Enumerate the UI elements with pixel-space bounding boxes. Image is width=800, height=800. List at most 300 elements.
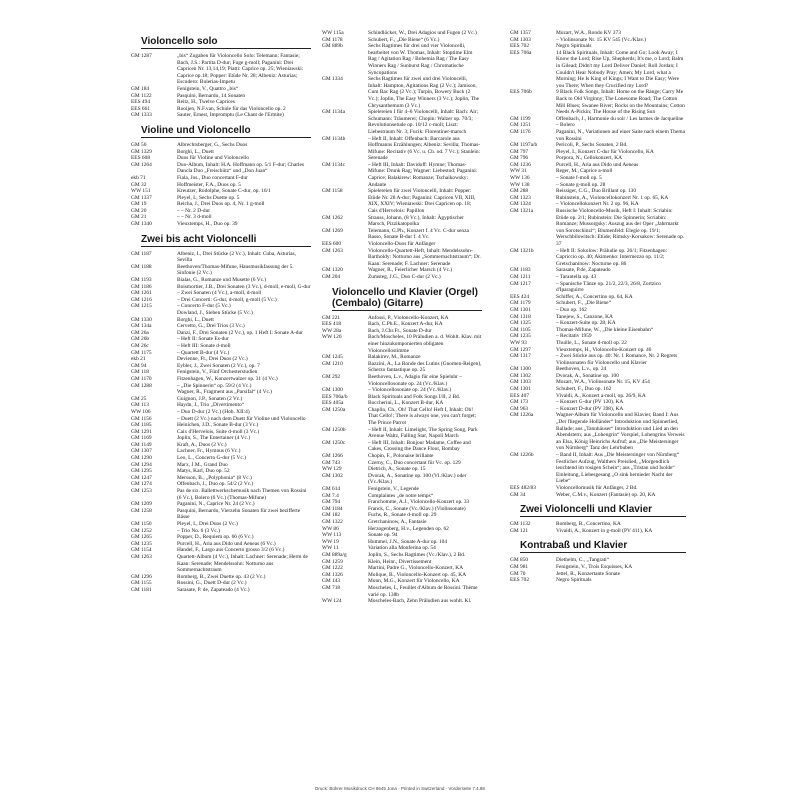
catalog-entry — [131, 323, 311, 330]
catalog-number: GM 1156 — [131, 415, 152, 422]
catalog-entry — [131, 214, 311, 221]
catalog-number: EES 405a — [322, 400, 344, 407]
catalog-number: GM 1318 — [510, 313, 531, 320]
catalog-entry — [131, 554, 311, 574]
entry-description: Thomas-Mifune, W., „Die kleine Eisenbahn“ — [556, 326, 654, 333]
catalog-number: GM 1209 — [131, 501, 152, 508]
entry-description: Schiffer, A., Concertino op. 64, KA — [556, 293, 633, 300]
entry-description: Dvorak, A., Sonatine op. 100 — [556, 372, 619, 379]
entry-description: Violinsonaten für Violoncello und Klavier — [556, 359, 647, 366]
entry-description: Porpora, N., Cellokonzert, KA — [556, 155, 623, 162]
catalog-number: EES 661 — [131, 105, 151, 112]
catalog-entry — [322, 274, 482, 281]
catalog-entry — [322, 400, 482, 407]
catalog-number: EES 407 — [510, 392, 530, 399]
catalog-entry — [322, 565, 482, 572]
catalog-number: GM 1134b — [322, 135, 346, 142]
catalog-number: WW 129 — [322, 466, 342, 473]
catalog-number: GM 1340 — [131, 221, 152, 228]
catalog-entry — [322, 440, 482, 453]
catalog-number: EES 424 — [510, 293, 530, 300]
entry-description: Albrechtsberger, G., Sechs Duos — [177, 141, 248, 148]
catalog-entry — [322, 585, 482, 598]
catalog-entry — [510, 366, 686, 373]
catalog-number: GM 1303 — [510, 36, 531, 43]
entry-description: Paganini, N., Variationen auf einer Saite nach einem Thema von Rossini — [556, 128, 685, 142]
entry-description: Offenbach, J., Harmonie du soir / Les larmes de Jacqueline — [556, 115, 684, 122]
entry-description: – Tarantella op. 43 — [556, 273, 597, 280]
catalog-number: GM 1210 — [322, 360, 343, 367]
entry-description: Monn, M.G., Konzert für Violoncello, KA — [368, 578, 460, 585]
catalog-number: GM 1258 — [131, 507, 152, 514]
entry-description: – Violoncellokonzert Nr. 2 op. 96, KA — [556, 201, 639, 208]
entry-description: – Heft II, Inhalt: Limelight, The Spring Song, Park Avenue Waltz, Falling Star, Napoli March — [368, 426, 478, 440]
entry-description: Handel, F., Largo aus Concerto grosso 3/2 (6 Vc.) — [177, 547, 285, 554]
catalog-entry — [510, 30, 686, 37]
catalog-number: GM 1307 — [131, 448, 152, 455]
catalog-number: EES 418 — [322, 321, 342, 328]
entry-description: Rossini, G., Duett D-dur (2 Vc.) — [177, 580, 247, 587]
catalog-number: GM 1183 — [510, 267, 531, 274]
catalog-entry — [131, 221, 311, 228]
catalog-entry — [131, 264, 311, 277]
entry-description: Offenbach, J., Duo op. 54/2 (2 Vc.) — [177, 481, 254, 488]
catalog-number: GM 1184 — [322, 505, 343, 512]
entry-description: Bach, J.Chr.Fr., Sonate D-dur — [368, 327, 432, 334]
entry-description: „bis“ Zugaben für Violoncello Solo: Telemann: Fantasie; Bach, J.S.: Partita D-dur; Fuge g-moll; Paganini: Drei Capricen Nr. 13,14,19; Piatti: Caprice op. 25; Wieniawski: Caprice op.18; Popper: Etüde Nr. 28; Albeniz: Asturias; Escudero: Bulerias-Impetu — [177, 53, 304, 86]
entry-description: Pleyel, I., Drei Duos (2 Vc.) — [177, 521, 238, 527]
catalog-number: GM 21 — [131, 214, 147, 221]
entry-description: – Trio No. 6 (3 Vc.) — [177, 527, 220, 534]
catalog-number: GM 1226a — [510, 412, 534, 419]
entry-description: Dietrich, A., Sonate op. 15 — [368, 466, 426, 473]
entry-description: – Heft II, Inhalt: Offenbach: Barcarole aus Hoffmanns Erzählungen; Albeniz: Sevilla; Thomas-Mifune: Recitativ (6 Vc. u. Cb. od. 7 Vc.); Stanlein: Serenade — [368, 135, 481, 162]
catalog-number: GM 1334 — [322, 76, 343, 83]
catalog-entry — [322, 43, 482, 76]
entry-description: Martini, Padre G., Violoncello-Konzert, KA — [368, 565, 464, 572]
catalog-entry — [322, 188, 482, 214]
entry-description: Pasquini, Bernardo, Vierzehn Sonaten für zwei bezifferte Bässe — [177, 507, 301, 521]
catalog-entry — [510, 528, 686, 535]
entry-description: Complaintes „de notre temps“ — [368, 492, 434, 499]
catalog-entry — [322, 109, 482, 135]
entry-description: Fitzenhagen, W., Konzertwalzer op. 31 (4 Vc.) — [177, 375, 278, 382]
catalog-entry — [322, 248, 482, 268]
catalog-number: GM 1250a — [322, 406, 346, 413]
catalog-number: GM 25 — [131, 395, 147, 402]
catalog-entry — [131, 155, 311, 162]
catalog-entry — [322, 162, 482, 188]
entry-description: – Konzert D-dur (PV 398), KA — [556, 405, 624, 412]
catalog-number: WW 138 — [510, 181, 530, 188]
entry-description: Sechs Ragtimes für zwei und drei Violoncelli, Inhalt: Hampton, Agitations Rag (2 Vc.); Jamison, Cum Bac Rag (2 Vc.); Turpin, Bowery Buck (2 Vc.); Joplin, The Easy Winners (3 Vc.); Joplin, The Chrysanthemum (3 Vc.) — [368, 76, 480, 109]
catalog-entry — [322, 361, 482, 374]
catalog-entry — [131, 162, 311, 175]
entry-description: Leo, L., Concerto G-dur (5 Vc.) — [177, 455, 246, 462]
entry-description: Borghi, L., Duett — [177, 316, 214, 323]
entry-description: Hummel, J.N., Sonate A-dur op. 104 — [368, 538, 448, 545]
catalog-number: GM 1217 — [510, 280, 531, 287]
catalog-entry — [510, 149, 686, 156]
entry-description: Beethoven, L.v., op. 24 — [556, 366, 607, 373]
entry-description: Mersson, B., „Polyphonia“ (8 Vc.) — [177, 474, 252, 481]
catalog-number: GM 1178 — [322, 36, 343, 43]
catalog-number: GM 1252 — [131, 527, 152, 534]
entry-description: Thuille, L., Sonate d-moll op. 22 — [556, 339, 627, 346]
catalog-entry — [322, 76, 482, 109]
catalog-number: GM 1250b — [322, 426, 346, 433]
entry-description: – Heft III, Inhalt: Bonjour Madame, Coffee and Cakes, Crossing the Dance Floor, Bombay — [368, 439, 471, 453]
catalog-entry — [510, 248, 686, 268]
entry-description: Fenigstein, V., Trois Esquisses, KA — [556, 563, 633, 570]
catalog-number: WW 31 — [510, 168, 527, 175]
catalog-number: GM 1176 — [510, 128, 531, 135]
catalog-entry — [322, 453, 482, 460]
catalog-entry — [131, 369, 311, 376]
catalog-entry — [510, 307, 686, 314]
catalog-number: GM 1317 — [510, 353, 531, 360]
catalog-entry — [510, 571, 686, 578]
catalog-number: EES 494 — [131, 99, 151, 106]
catalog-entry — [131, 389, 311, 396]
catalog-number: GM 1274 — [131, 481, 152, 488]
entry-description: Vivaldi, A., Konzert a-moll, op. 26/9, KA — [556, 392, 646, 399]
catalog-number: GM 70 — [510, 570, 526, 577]
entry-description: Reissiger, C.G., Duo Brillant op. 130 — [556, 188, 637, 195]
catalog-number: GM 182 — [322, 512, 341, 519]
catalog-entry — [131, 336, 311, 343]
entry-description: Beethoven/Thomas-Mifune, Hausmusikfassung der 5. Sinfonie (2 Vc.) — [177, 263, 294, 277]
catalog-number: GM 1287 — [131, 53, 152, 59]
entry-description: Hoffmeister, F.A., Duos op. 5 — [177, 181, 241, 188]
catalog-number: GM 1253 — [131, 488, 152, 495]
catalog-number: GM 1302 — [510, 372, 531, 379]
entry-description: Moscheles, I., Feuillet d'Album de Rossini. Thème varié op. 138b — [368, 584, 478, 598]
catalog-entry — [131, 93, 311, 100]
catalog-entry — [131, 409, 311, 416]
entry-description: Franck, C., Sonate (Vc./Klav.) (Violinsonate) — [368, 505, 466, 512]
catalog-number: GM 1266 — [322, 453, 343, 460]
catalog-entry — [510, 492, 686, 499]
entry-description: Fenigstein, V., Fünf Orchesterstudien — [177, 369, 258, 376]
catalog-entry — [131, 462, 311, 469]
entry-description: Chaplin, Ch., Oh! That Cello! Heft I, Inhalt: Oh! That Cello!; There is always one, you can't forget; The Prince Parrot — [368, 406, 477, 427]
entry-description: Franchomme, A.J., Violoncello-Konzert op. 33 — [368, 499, 470, 506]
catalog-entry — [131, 188, 311, 195]
catalog-number: GM 981 — [510, 563, 529, 570]
catalog-number: GM 1294 — [131, 461, 152, 468]
catalog-entry — [131, 195, 311, 202]
entry-description: Bach/Moscheles, 10 Präludien a. d. Wohlt. Klav. mit einer hinzukomponierten obligaten Violoncellostimme — [368, 334, 482, 354]
entry-description: Spielereien I für 4–6 Violoncelli, Inhalt: Bach: Air; Schumann: Träumerei; Chopin: Walzer op. 70/3; Revolutionsetude op. 10/12 c-moll; Liszt: Liebestraum Nr. 3; Fucik: Florentiner-marsch — [368, 109, 479, 135]
catalog-entry — [131, 53, 311, 86]
entry-description: Sarasate, P. de, Zapateado (4 Vc.) — [177, 586, 250, 593]
entry-description: Black Spirituals and Folk Songs I/II, 2 Bd. — [368, 393, 461, 400]
catalog-entry — [131, 501, 311, 508]
catalog-number: WW 86 — [322, 525, 339, 532]
catalog-number: GM 1337 — [131, 194, 152, 201]
entry-description: Kraft, A., Duos (2 Vc.) — [177, 441, 227, 448]
catalog-number: GM 1263 — [322, 247, 343, 254]
catalog-number: GM 173 — [510, 399, 529, 406]
catalog-number: WW 19 — [322, 538, 339, 545]
catalog-entry — [510, 155, 686, 162]
catalog-entry — [510, 182, 686, 189]
catalog-number: GM 1296 — [131, 573, 152, 580]
entry-description: Mozart, W.A., Violinsonate Nr. 15, KV 454 — [556, 379, 650, 386]
entry-description: – Sonate g-moll op. 28 — [556, 181, 606, 188]
catalog-entry — [131, 277, 311, 284]
catalog-number: GM 1193 — [131, 277, 152, 284]
catalog-number: EES 706a/b — [322, 393, 348, 400]
catalog-column-1 — [131, 30, 311, 594]
catalog-number: WW 151 — [131, 188, 151, 195]
catalog-number: GM 1134a — [322, 109, 346, 116]
entry-description: Chopin, F., Polonaise brillante — [368, 453, 434, 460]
catalog-entry — [131, 86, 311, 93]
entry-description: – Konzert-Suite op. 28, KA — [556, 320, 616, 327]
entry-description: – – Nr. 3 d-moll — [177, 214, 212, 221]
catalog-number — [131, 389, 177, 396]
entry-description: Zumsteg, J.G., Duo C-dur (2 Vc.) — [368, 273, 441, 280]
entry-description: Schindlöcker, W., Drei Adagios und Fugen (2 Vc.) — [368, 30, 477, 36]
section-heading: Zwei Violoncelli und Klavier — [520, 504, 686, 517]
catalog-number: GM 1215 — [131, 303, 152, 310]
entry-description: Boccherini, L., Konzert B-dur, KA — [368, 400, 444, 407]
catalog-number: WW 115a — [322, 30, 344, 36]
catalog-entry — [510, 327, 686, 334]
catalog-entry — [322, 506, 482, 513]
catalog-number: GM 1154 — [131, 547, 152, 554]
catalog-entry — [131, 112, 311, 119]
entry-description: – Zwei Sonaten (4 Vc.), a-moll, d-moll — [177, 290, 262, 297]
catalog-entry — [510, 188, 686, 195]
catalog-number: GM 1330 — [131, 316, 152, 323]
catalog-number: GM 1357 — [510, 30, 531, 36]
catalog-entry — [131, 468, 311, 475]
entry-description: Wagner, R., Feierlicher Marsch (4 Vc.) — [368, 267, 453, 274]
entry-description: Moscheles-Bach, Zehn Präludien aus wohlt. Kl. — [368, 598, 472, 605]
section-heading: Violine und Violoncello — [141, 125, 311, 138]
entry-description: Fiala, Jos., Duo concertant F-dur — [177, 174, 248, 181]
catalog-entry — [131, 290, 311, 297]
entry-description: Bialas, G., Romanze und Musette (6 Vc.) — [177, 277, 267, 284]
entry-description: Weber, C.M.v., Konzert (Fantasie) op. 20, KA — [556, 491, 656, 498]
entry-description: Russische Violoncello-Musik, Heft I: Inhalt: Scriabin: Etüde op. 2/1; Rubinstein: Die Spinnerin; Scriabin: Romanze; Mussorgsky: Auszug aus der Oper „Jahrmarkt von Sorotschinzi“; Blumenfeld: Elegie op. 19/1; Werschbilowitsch: Etüde; Rimsky-Korsakow: Serenade op. 37 — [556, 208, 685, 247]
entry-description: Dowland, J., Sieben Stücke (5 Vc.) — [177, 310, 253, 316]
entry-description: – Heft III: Sonate d-moll — [177, 342, 231, 349]
catalog-entry — [131, 435, 311, 442]
catalog-number: GM 1197a/b — [510, 142, 538, 149]
catalog-entry — [510, 452, 686, 485]
catalog-entry — [510, 43, 686, 50]
catalog-entry — [322, 598, 482, 605]
entry-description: – Heft II: Sonate Es-dur — [177, 336, 229, 343]
entry-description: – Band II, Inhalt: Aus „Die Meistersinger von Nürnberg“ Festlicher Aufzug, Walthers Preislied, „Morgendlich leuchtend im rosigen Schein“; aus „Tristan und Isolde“ Einleitung, Liebesgesang „O sink hernieder Nacht der Liebe“ — [556, 452, 680, 485]
catalog-number: GM 1181 — [131, 586, 152, 593]
catalog-number: WW 113 — [322, 532, 342, 539]
catalog-entry — [131, 201, 311, 208]
entry-description: Jettel, R., Konzertante Sonate — [556, 570, 621, 577]
catalog-number: GM 1321b — [510, 247, 534, 254]
catalog-number: EES 482/83 — [510, 484, 536, 491]
entry-description: Gretchaninow, A., Fantasie — [368, 518, 427, 525]
catalog-number: GM 94 — [131, 362, 147, 369]
catalog-entry — [131, 587, 311, 594]
entry-description: – Violoncellosonate op. 24 (Vc./Klav.) — [368, 387, 452, 394]
entry-description: Albeniz, I., Drei Stücke (2 Vc.), Inhalt: Cuba, Asturias, Sevilla — [177, 250, 296, 264]
entry-description: Sonate op. 94 — [368, 532, 398, 539]
entry-description: Negro Spirituals — [556, 577, 592, 584]
entry-description: Strauss, Johann, (8 Vc.), Inhalt: Ägyptischer Marsch, Pizzikatopolka — [368, 214, 464, 228]
catalog-number: GM 1158 — [322, 188, 343, 195]
catalog-entry — [131, 310, 311, 317]
section-heading: Kontrabaß und Klavier — [520, 540, 686, 553]
catalog-entry — [510, 89, 686, 115]
entry-description: Eybler, J., Zwei Sonaten (2 Vc.), op. 7 — [177, 362, 260, 369]
catalog-number: GM 1150 — [131, 521, 152, 527]
catalog-number: EES 702 — [510, 43, 530, 50]
catalog-number: GM 1300 — [510, 366, 531, 373]
catalog-entry — [510, 353, 686, 360]
catalog-entry — [322, 427, 482, 440]
catalog-number: GM 1155 — [131, 580, 152, 587]
catalog-entry — [131, 488, 311, 501]
catalog-entry — [131, 521, 311, 528]
catalog-number: GM 1290 — [131, 455, 152, 462]
catalog-entry — [510, 347, 686, 354]
entry-description: Reger, M., Caprice a-moll — [556, 168, 613, 175]
entry-description: Danzi, F., Drei Sonaten (2 Vc.), op. 1 Heft I: Sonate A-dur — [177, 329, 303, 336]
catalog-number: GM 7.4 — [322, 492, 339, 499]
catalog-entry — [510, 267, 686, 274]
catalog-number: GM 1301 — [510, 386, 531, 393]
catalog-entry — [131, 182, 311, 189]
catalog-entry — [131, 376, 311, 383]
entry-description: Mozart, W.A., Rondo KV 373 — [556, 30, 621, 36]
catalog-number: GM 1235 — [131, 540, 152, 547]
catalog-number: GM 1235 — [510, 333, 531, 340]
entry-description: Heinichen, J.D., Sonate B-dur (3 Vc.) — [177, 422, 259, 429]
catalog-number: GM 1187 — [131, 250, 152, 257]
catalog-number: GM 1264 — [131, 161, 152, 168]
entry-description: Caix d'Hervelois, Suite d-moll (3 Vc.) — [177, 428, 260, 435]
catalog-number: EES 706a — [510, 49, 532, 56]
entry-description: Negro Spirituals — [556, 43, 592, 50]
entry-description: Wagner, R., Fragment aus „Parsifal“ (4 Vc.) — [177, 389, 273, 396]
catalog-entry — [322, 466, 482, 473]
entry-description: Bach, C.Ph.E., Konzert A-dur, KA — [368, 321, 443, 328]
catalog-number: EES 608 — [131, 155, 151, 162]
catalog-entry — [510, 333, 686, 340]
catalog-entry — [510, 399, 686, 406]
entry-description: Diethelm, C., „Tangrati“ — [556, 557, 610, 564]
entry-description: 14 Black Spirituals, Inhalt: Come and Go; Look Away; I Know the Lord; Rise Up, Shepherds; It's me, o Lord; Balm in Gilead; Didn't my Lord Deliver Daniel; Roll Jordan; I Couldn't Hear Nobody Pray; Amen; My Lord, what a Morning; He Is King of Kings; I Want to Die Easy; Were you There; When they Crucified my Lord? — [556, 49, 684, 89]
entry-description: Borghi, L., Duett — [177, 148, 214, 155]
catalog-number: GM 1245 — [322, 354, 343, 361]
entry-description: Fenigstein, V., Legende — [368, 486, 419, 492]
entry-description: – Duett (2 Vc.) nach dem Duett für Violine und Violoncello — [177, 415, 306, 422]
entry-description: Fuchs, R., Sonate d-moll op. 29 — [368, 512, 437, 519]
entry-description: Dvorak, A., Sonatine op. 100 (Vl./Klav.) oder (Vc./Klav.) — [368, 472, 467, 486]
entry-description: Quartett-Album (4 Vc.), Inhalt: Lachner: Serenade; Herm de Kaan: Serenade; Mendelssohn: Notturno aus Sommernachtstraum — [177, 553, 308, 574]
catalog-entry — [322, 394, 482, 401]
catalog-entry — [322, 215, 482, 228]
catalog-number: GM 113 — [131, 402, 149, 409]
entry-description: Spielereien für zwei Violoncelli, Inhalt: Popper: Etüde Nr. 28 A-dur; Paganini: Capricen VII, XIII, XIX, XXIV; Wieniawski: Drei Capricen op. 18; Cais d'Hervelois: Papillon — [368, 188, 476, 215]
entry-description: Wagner-Album für Violoncello und Klavier, Band I: Aus „Der fliegende Holländer“ Introduktion und Spinnerlied, Ballade; aus „Tannhäuser“ Introduktion und Lied an den Abendstern; aus „Lohengrin“ Vorspiel, Lohengrins Verweis an Elsa, König Heinrichs Aufruf; aus „Die Meistersinger von Nürnberg“ Tanz der Lehrbuben — [556, 412, 685, 452]
entry-description: Fenigstein, V., Quattro „bis“ — [177, 85, 239, 92]
catalog-entry — [510, 373, 686, 380]
catalog-column-2 — [322, 30, 482, 605]
catalog-number: GM 1333 — [131, 112, 152, 119]
catalog-entry — [510, 116, 686, 123]
catalog-number: GM 1322 — [322, 518, 343, 525]
entry-description: Vieuxtemps, H., Duo op. 39 — [177, 221, 238, 228]
catalog-entry — [510, 379, 686, 386]
catalog-entry — [131, 343, 311, 350]
entry-description: Joplin, S., The Entertainer (4 Vc.) — [177, 435, 251, 442]
catalog-entry — [510, 300, 686, 307]
entry-description: Variation alla Monferina op. 54 — [368, 545, 436, 552]
catalog-entry — [510, 195, 686, 202]
catalog-number: GM 20 — [131, 207, 147, 214]
catalog-entry — [510, 320, 686, 327]
catalog-number: WW 28a — [322, 327, 342, 334]
catalog-entry — [131, 175, 311, 182]
catalog-number: GM 26b — [131, 336, 150, 343]
entry-description: – Drei Concerti: G-dur, d-moll, g-moll (5 Vc.) — [177, 296, 277, 303]
catalog-entry — [510, 564, 686, 571]
catalog-number: GM 1261 — [131, 290, 152, 297]
entry-description: Lachner, Fr., Hymnus (6 Vc.) — [177, 448, 241, 455]
catalog-number: GM 1324 — [510, 201, 531, 208]
catalog-number: GM 1251 — [510, 122, 531, 129]
entry-description: Telemann, G.Ph., Konzert f. 4 Vc. C-dur senza Basso, Sonate B-dur f. 4 Vc. — [368, 227, 469, 241]
catalog-number: GM 1300 — [322, 387, 343, 394]
section-heading: Zwei bis acht Violoncelli — [141, 234, 311, 247]
catalog-entry — [322, 473, 482, 486]
catalog-number: GM 1301 — [510, 306, 531, 313]
catalog-number: ekb 71 — [131, 174, 146, 181]
catalog-entry — [322, 241, 482, 248]
entry-description: Devienne, Fr., Drei Duos (2 Vc.) — [177, 356, 248, 363]
entry-description: Boismortier, J.B., Drei Sonaten (3 Vc.), d-moll, e-moll, G-dur — [177, 283, 311, 290]
catalog-number: GM 1326 — [322, 571, 343, 578]
catalog-number: GM 1132 — [510, 521, 531, 528]
catalog-entry — [131, 208, 311, 215]
catalog-number: GM 1134c — [322, 161, 346, 168]
catalog-number: GM 1303 — [510, 379, 531, 386]
catalog-number: GM 1302 — [322, 472, 343, 479]
catalog-number: GM 889b — [322, 43, 343, 50]
catalog-number: GM 1179 — [510, 300, 531, 307]
catalog-number: GM 1291 — [131, 428, 152, 435]
catalog-number: GM 1185 — [131, 422, 152, 429]
entry-description: Vieuxtemps, H., Violoncello-Konzert op. 46 — [556, 346, 652, 353]
catalog-entry — [510, 557, 686, 564]
catalog-entry — [510, 274, 686, 281]
entry-description: Vivaldi, A., Konzert in g-moll (PV 411), KA — [556, 527, 653, 534]
catalog-number: GM 19 — [131, 201, 147, 208]
catalog-entry — [322, 499, 482, 506]
catalog-number: GM 292 — [322, 373, 341, 380]
entry-description: Sechs Ragtimes für drei und vier Violoncelli, bearbeitet von W. Thomas, Inhalt: Stoptime Elm Rag / Agitation Rag / Bohemia Rag / The Easy Winners Rag / Sunburst Rag / Chromatische Syncopations — [368, 43, 473, 76]
catalog-entry — [322, 354, 482, 361]
entry-description: Sauter, Ernest, Impromptu (Le Chant de l'Ermite) — [177, 112, 284, 119]
catalog-number: GM 889a/g — [322, 551, 347, 558]
catalog-number: GM 288 — [510, 188, 529, 195]
